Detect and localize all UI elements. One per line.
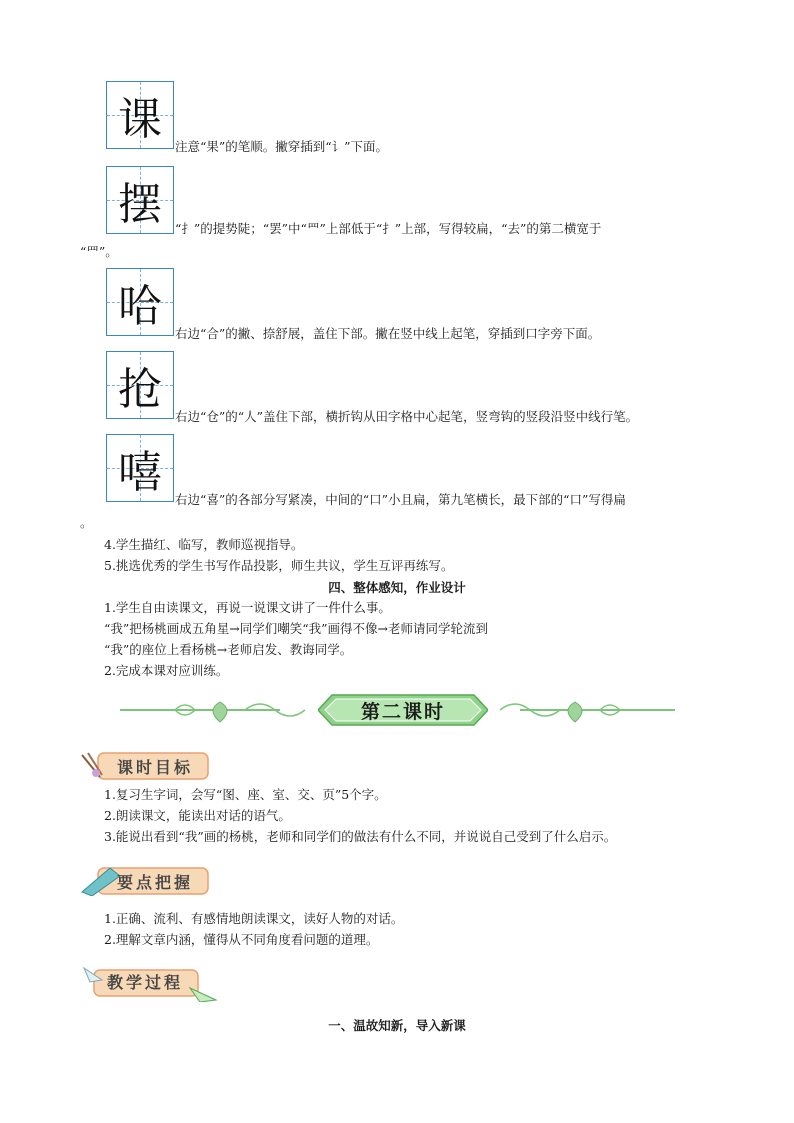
goals-tag-label: 课时目标 <box>116 757 193 777</box>
keypoint-item: 2.理解文章内涵，懂得从不同角度看问题的道理。 <box>104 932 379 947</box>
practice-character: 嘻 <box>118 447 162 498</box>
process-tag <box>80 966 210 996</box>
lesson-banner <box>318 693 488 727</box>
character-note-continued: “罒”。 <box>80 244 118 259</box>
tianzige-box <box>106 434 174 502</box>
paragraph: “我”把杨桃画成五角星→同学们嘲笑“我”画得不像→老师请同学轮流到 <box>104 621 489 636</box>
character-note: 注意“果”的笔顺。撇穿插到“讠”下面。 <box>175 139 389 154</box>
section-title: 四、整体感知，作业设计 <box>328 580 466 595</box>
keypoints-tag-label: 要点把握 <box>116 872 193 892</box>
tianzige-box <box>106 351 174 419</box>
goal-item: 3.能说出看到“我”画的杨桃，老师和同学们的做法有什么不同，并说说自己受到了什么启示。 <box>104 829 617 844</box>
character-note: 右边“仓”的“人”盖住下部，横折钩从田字格中心起笔，竖弯钩的竖段沿竖中线行笔。 <box>175 409 639 424</box>
paragraph: 2.完成本课对应训练。 <box>104 663 229 678</box>
step-text: 4.学生描红、临写，教师巡视指导。 <box>104 537 304 552</box>
paragraph: “我”的座位上看杨桃→老师启发、教诲同学。 <box>104 642 353 657</box>
practice-character: 课 <box>118 94 162 145</box>
character-note: 右边“合”的撇、捺舒展，盖住下部。撇在竖中线上起笔，穿插到口字旁下面。 <box>175 326 601 341</box>
character-note: “扌”的提势陡；“罢”中“罒”上部低于“扌”上部，写得较扁，“去”的第二横宽于 <box>175 221 602 236</box>
keypoint-item: 1.正确、流利、有感情地朗读课文，读好人物的对话。 <box>104 911 404 926</box>
goal-item: 2.朗读课文，能读出对话的语气。 <box>104 808 291 823</box>
character-note-continued: 。 <box>80 515 93 530</box>
paragraph: 1.学生自由读课文，再说一说课文讲了一件什么事。 <box>104 600 391 615</box>
tianzige-box <box>106 268 174 336</box>
banner-right-ornament <box>490 696 640 726</box>
tianzige-box <box>106 81 174 149</box>
tianzige-box <box>106 166 174 234</box>
practice-character: 抢 <box>118 364 162 415</box>
banner-left-ornament <box>165 696 315 726</box>
keypoints-tag <box>80 866 210 896</box>
character-note: 右边“喜”的各部分写紧凑，中间的“口”小且扁，第九笔横长，最下部的“口”写得扁 <box>175 492 626 507</box>
lesson-banner-text: 第二课时 <box>360 700 445 723</box>
practice-character: 摆 <box>118 179 162 230</box>
practice-character: 哈 <box>118 281 162 332</box>
process-tag-label: 教学过程 <box>106 972 183 992</box>
section-title: 一、温故知新，导入新课 <box>328 1018 466 1033</box>
goals-tag <box>80 751 210 781</box>
goal-item: 1.复习生字词，会写“图、座、室、交、页”5个字。 <box>104 787 387 802</box>
step-text: 5.挑选优秀的学生书写作品投影，师生共议，学生互评再练写。 <box>104 558 454 573</box>
